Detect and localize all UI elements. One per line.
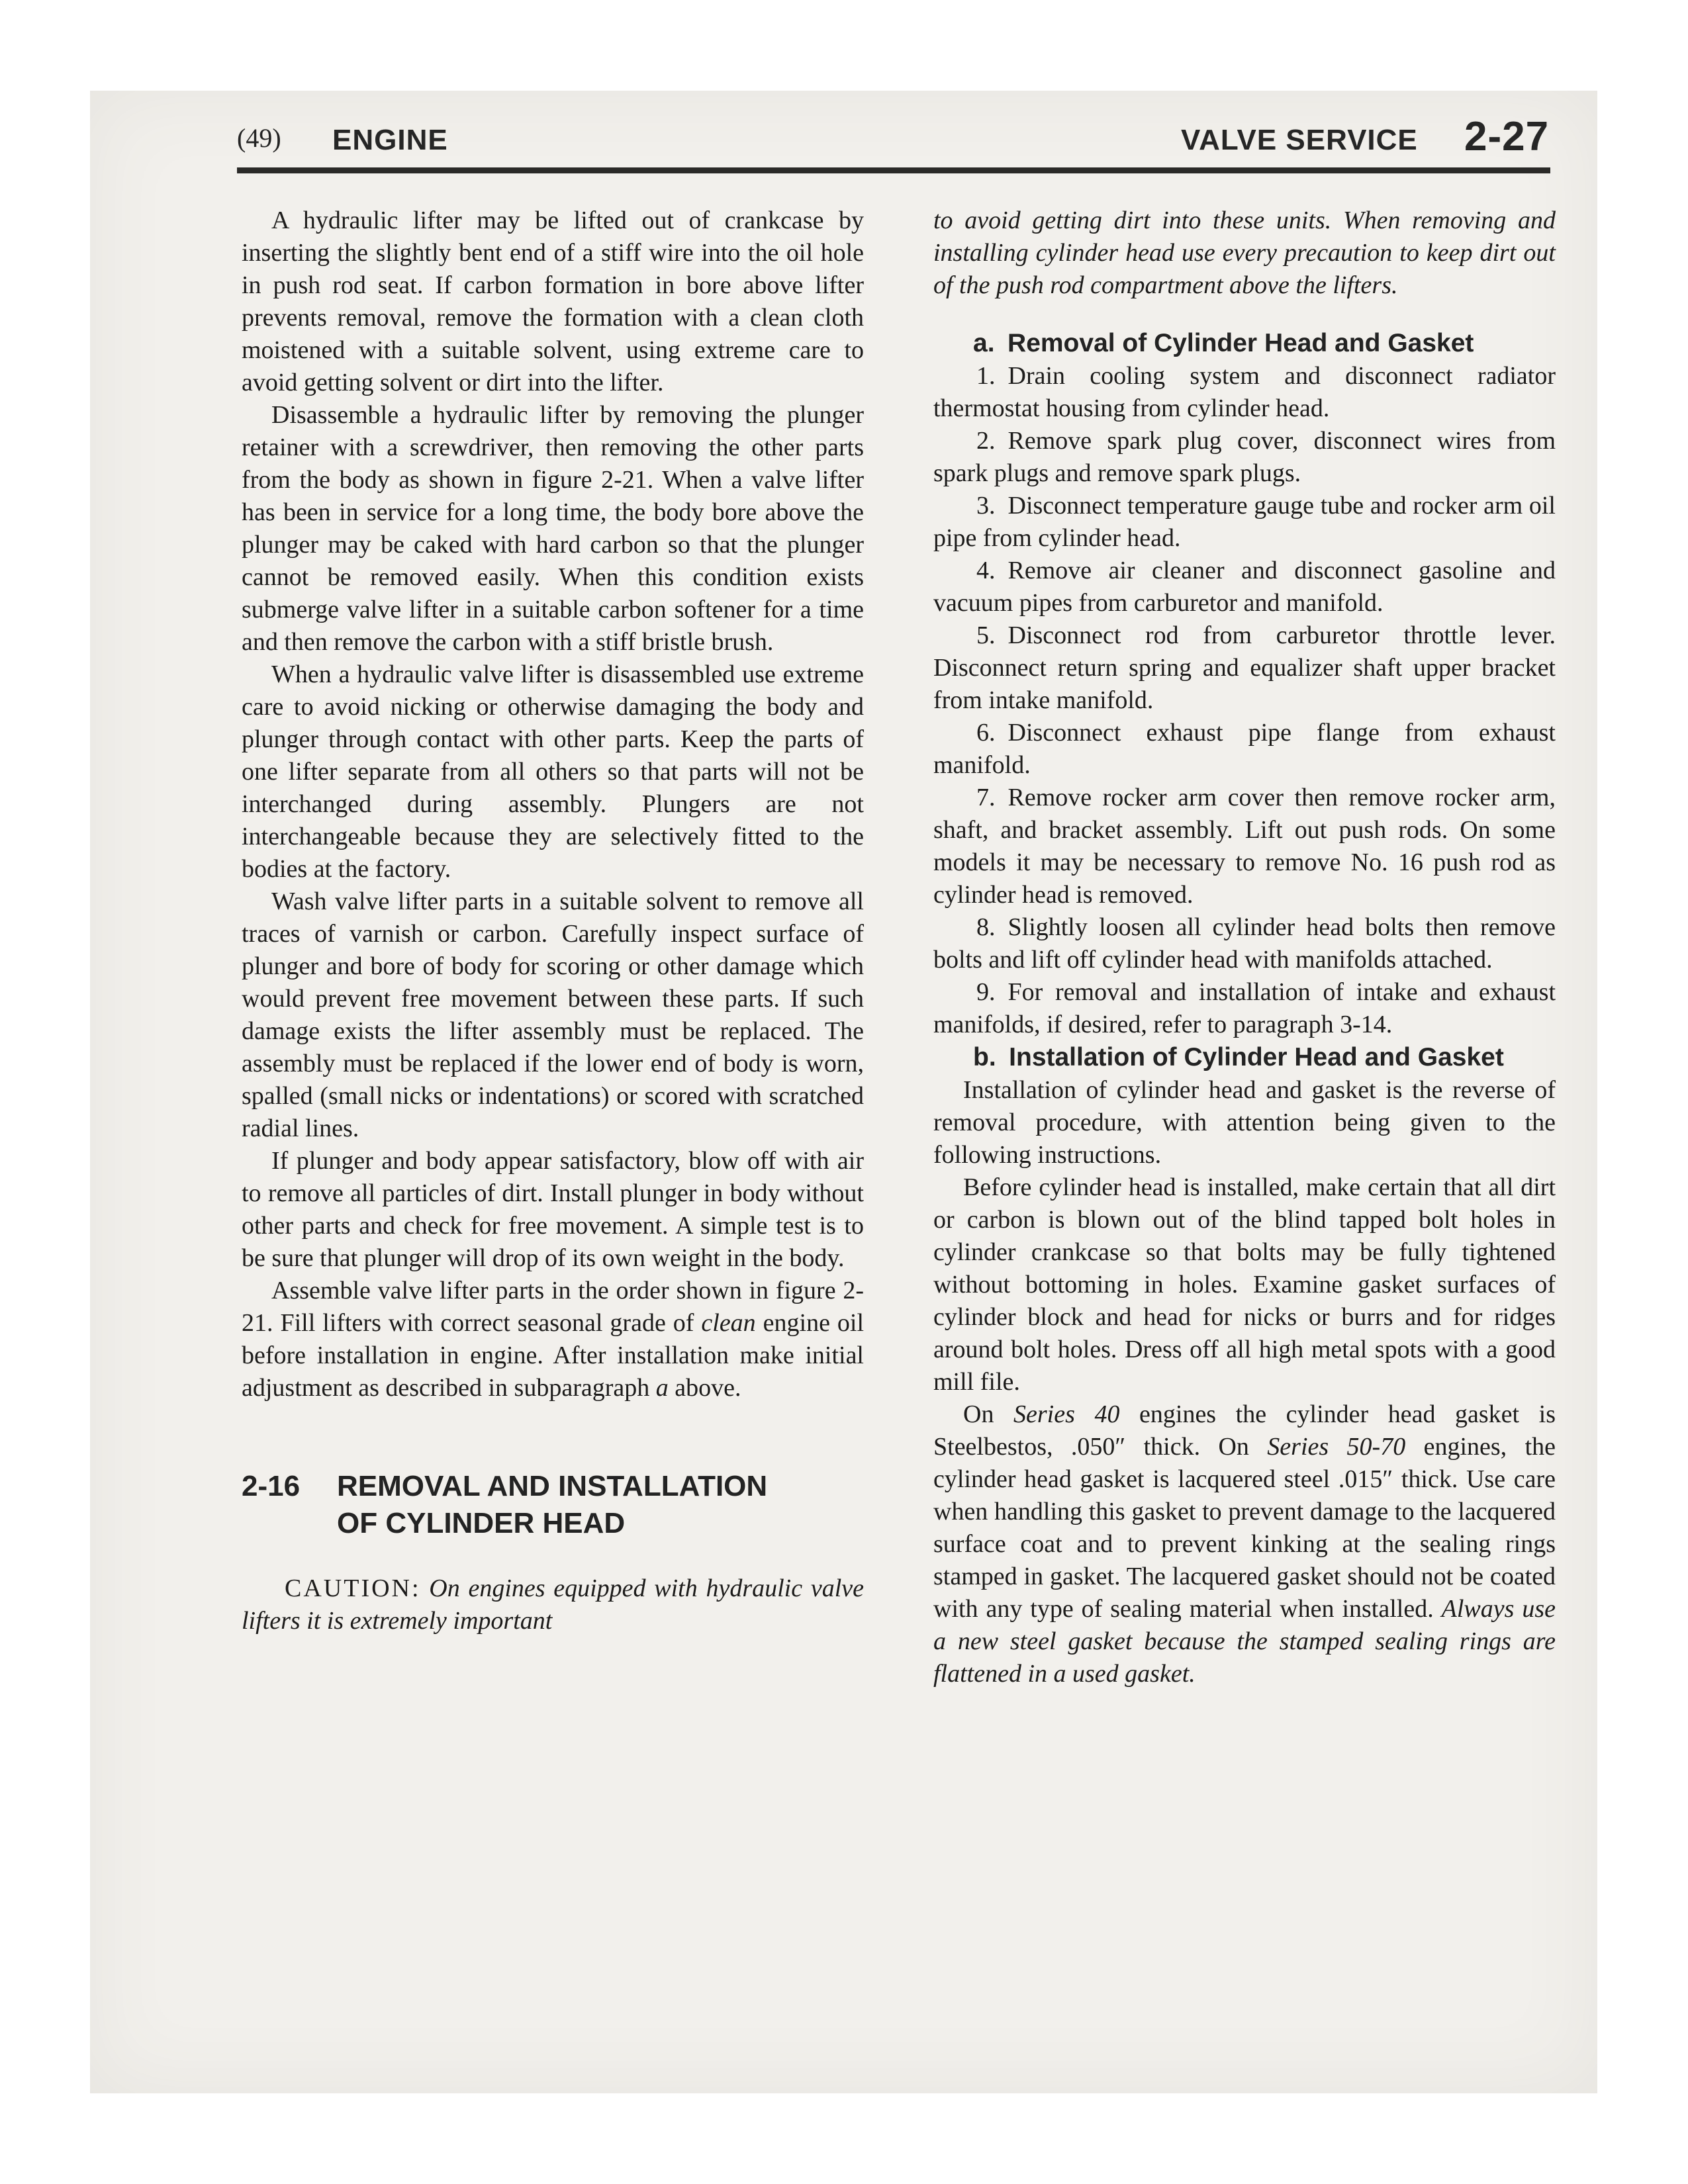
italic-new-gasket-note: Always use a new steel gasket because the stamped sealing rings are flattened in a used gasket. xyxy=(933,1595,1556,1688)
paragraph-assembly xyxy=(242,1275,864,1404)
removal-step-4: 4. Remove air cleaner and disconnect gasoline and vacuum pipes from carburetor and manifold. xyxy=(933,557,1556,617)
removal-step-8: 8. Slightly loosen all cylinder head bolts then remove bolts and lift off cylinder head with manifolds attached. xyxy=(933,913,1556,974)
caution-label: CAUTION: xyxy=(285,1574,421,1602)
removal-step-3: 3. Disconnect temperature gauge tube and rocker arm oil pipe from cylinder head. xyxy=(933,492,1556,552)
paragraph-washing-inspection: Wash valve lifter parts in a suitable solvent to remove all traces of varnish or carbon. Carefully inspect surface of plunger and bore of body for scoring or other damage which would prevent free movement between these parts. If such damage exists the lifter assembly must be replaced. The assembly must be replaced if the lower end of body is worn, spalled (small nicks or indentations) or scored with scratched radial lines. xyxy=(242,887,864,1142)
subsection-heading-removal: a. Removal of Cylinder Head and Gasket xyxy=(973,329,1474,357)
removal-step-2: 2. Remove spark plug cover, disconnect wires from spark plugs and remove spark plugs. xyxy=(933,427,1556,487)
caution-text: On engines equipped with hydraulic valve lifters it is extremely important xyxy=(242,1574,864,1635)
manual-page-scan xyxy=(90,91,1597,2093)
section-title xyxy=(337,1468,767,1542)
section-heading-2-16 xyxy=(242,1468,864,1542)
removal-step-5: 5. Disconnect rod from carburetor throttle lever. Disconnect return spring and equalizer shaft upper bracket from intake manifold. xyxy=(933,621,1556,714)
paragraph-lifter-removal: A hydraulic lifter may be lifted out of crankcase by inserting the slightly bent end of a stiff wire into the oil hole in push rod seat. If carbon formation in bore above lifter prevents removal, remove the formation with a clean cloth moistened with a suitable solvent, using extreme care to avoid getting solvent or dirt into the lifter. xyxy=(242,206,864,396)
page-number: 2-27 xyxy=(1464,114,1550,159)
paragraph-lifter-disassembly: Disassemble a hydraulic lifter by removing the plunger retainer with a screwdriver, then removing the other parts from the body as shown in figure 2-21. When a valve lifter has been in service for a long time, the body bore above the plunger may be caked with hard carbon so that the plunger cannot be removed easily. When this condition exists submerge valve lifter in a suitable carbon softener for a time and then remove the carbon with a stiff bristle brush. xyxy=(242,401,864,656)
caution-paragraph xyxy=(242,1572,864,1637)
section-number: 2-16 xyxy=(242,1470,301,1502)
italic-series-50-70: Series 50-70 xyxy=(1267,1433,1406,1461)
gasket-text-2: engines the cylinder head gasket is Steelbestos, .050″ thick. On xyxy=(933,1400,1556,1461)
installation-paragraph-1: Installation of cylinder head and gasket is the reverse of removal procedure, with attention being given to the following instructions. xyxy=(933,1076,1556,1169)
paragraph-free-movement-test: If plunger and body appear satisfactory, blow off with air to remove all particles of dirt. Install plunger in body without other parts and check for free movement. A simple test is to be sure that plunger will drop of its own weight in the body. xyxy=(242,1147,864,1272)
caution-continuation: to avoid getting dirt into these units. When removing and installing cylinder head use every precaution to keep dirt out of the push rod compartment above the lifters. xyxy=(933,206,1556,299)
assembly-text-2: engine oil before installation in engine. After installation make initial adjustment as described in subparagraph xyxy=(242,1309,865,1402)
assembly-text-1: Assemble valve lifter parts in the order shown in figure 2-21. Fill lifters with correct seasonal grade of xyxy=(242,1277,864,1337)
right-column xyxy=(933,205,1556,1690)
header-section-valve-service: VALVE SERVICE xyxy=(1181,124,1418,156)
header-section-engine: ENGINE xyxy=(332,124,448,156)
gasket-paragraph xyxy=(933,1398,1556,1690)
removal-step-9: 9. For removal and installation of intake and exhaust manifolds, if desired, refer to paragraph 3-14. xyxy=(933,978,1556,1038)
assembly-text-3: above. xyxy=(668,1374,741,1402)
page-ref: (49) xyxy=(237,123,281,153)
paragraph-handling-care: When a hydraulic valve lifter is disassembled use extreme care to avoid nicking or otherwise damaging the body and plunger through contact with other parts. Keep the parts of one lifter separate from all others so that parts will not be interchanged during assembly. Plungers are not interchangeable because they are selectively fitted to the bodies at the factory. xyxy=(242,660,864,883)
installation-paragraph-2: Before cylinder head is installed, make certain that all dirt or carbon is blown out of the blind tapped bolt holes in cylinder crankcase so that bolts may be fully tightened without bottoming in holes. Examine gasket surfaces of cylinder block and head for nicks or burrs and for ridges around bolt holes. Dress off all high metal spots with a good mill file. xyxy=(933,1173,1556,1396)
section-title-line1: REMOVAL AND INSTALLATION xyxy=(337,1470,768,1502)
italic-subparagraph-a: a xyxy=(655,1374,669,1402)
italic-clean: clean xyxy=(701,1309,756,1337)
section-title-line2: OF CYLINDER HEAD xyxy=(337,1507,626,1539)
removal-step-6: 6. Disconnect exhaust pipe flange from exhaust manifold. xyxy=(933,719,1556,779)
subsection-heading-installation: b. Installation of Cylinder Head and Gasket xyxy=(973,1043,1504,1071)
gasket-text-3: engines, the cylinder head gasket is lacquered steel .015″ thick. Use care when handling this gasket to prevent damage to the lacquered surface coat and to prevent kinking at the sealing rings stamped in gasket. The lacquered gasket should not be coated with any type of sealing material when installed. xyxy=(933,1433,1556,1623)
removal-step-7: 7. Remove rocker arm cover then remove rocker arm, shaft, and bracket assembly. Lift out push rods. On some models it may be necessary to remove No. 16 push rod as cylinder head is removed. xyxy=(933,784,1556,909)
italic-series-40: Series 40 xyxy=(1013,1400,1120,1428)
header-rule xyxy=(237,167,1550,173)
gasket-text-1: On xyxy=(963,1400,1014,1428)
left-column xyxy=(242,205,864,1637)
removal-step-1: 1. Drain cooling system and disconnect radiator thermostat housing from cylinder head. xyxy=(933,362,1556,422)
